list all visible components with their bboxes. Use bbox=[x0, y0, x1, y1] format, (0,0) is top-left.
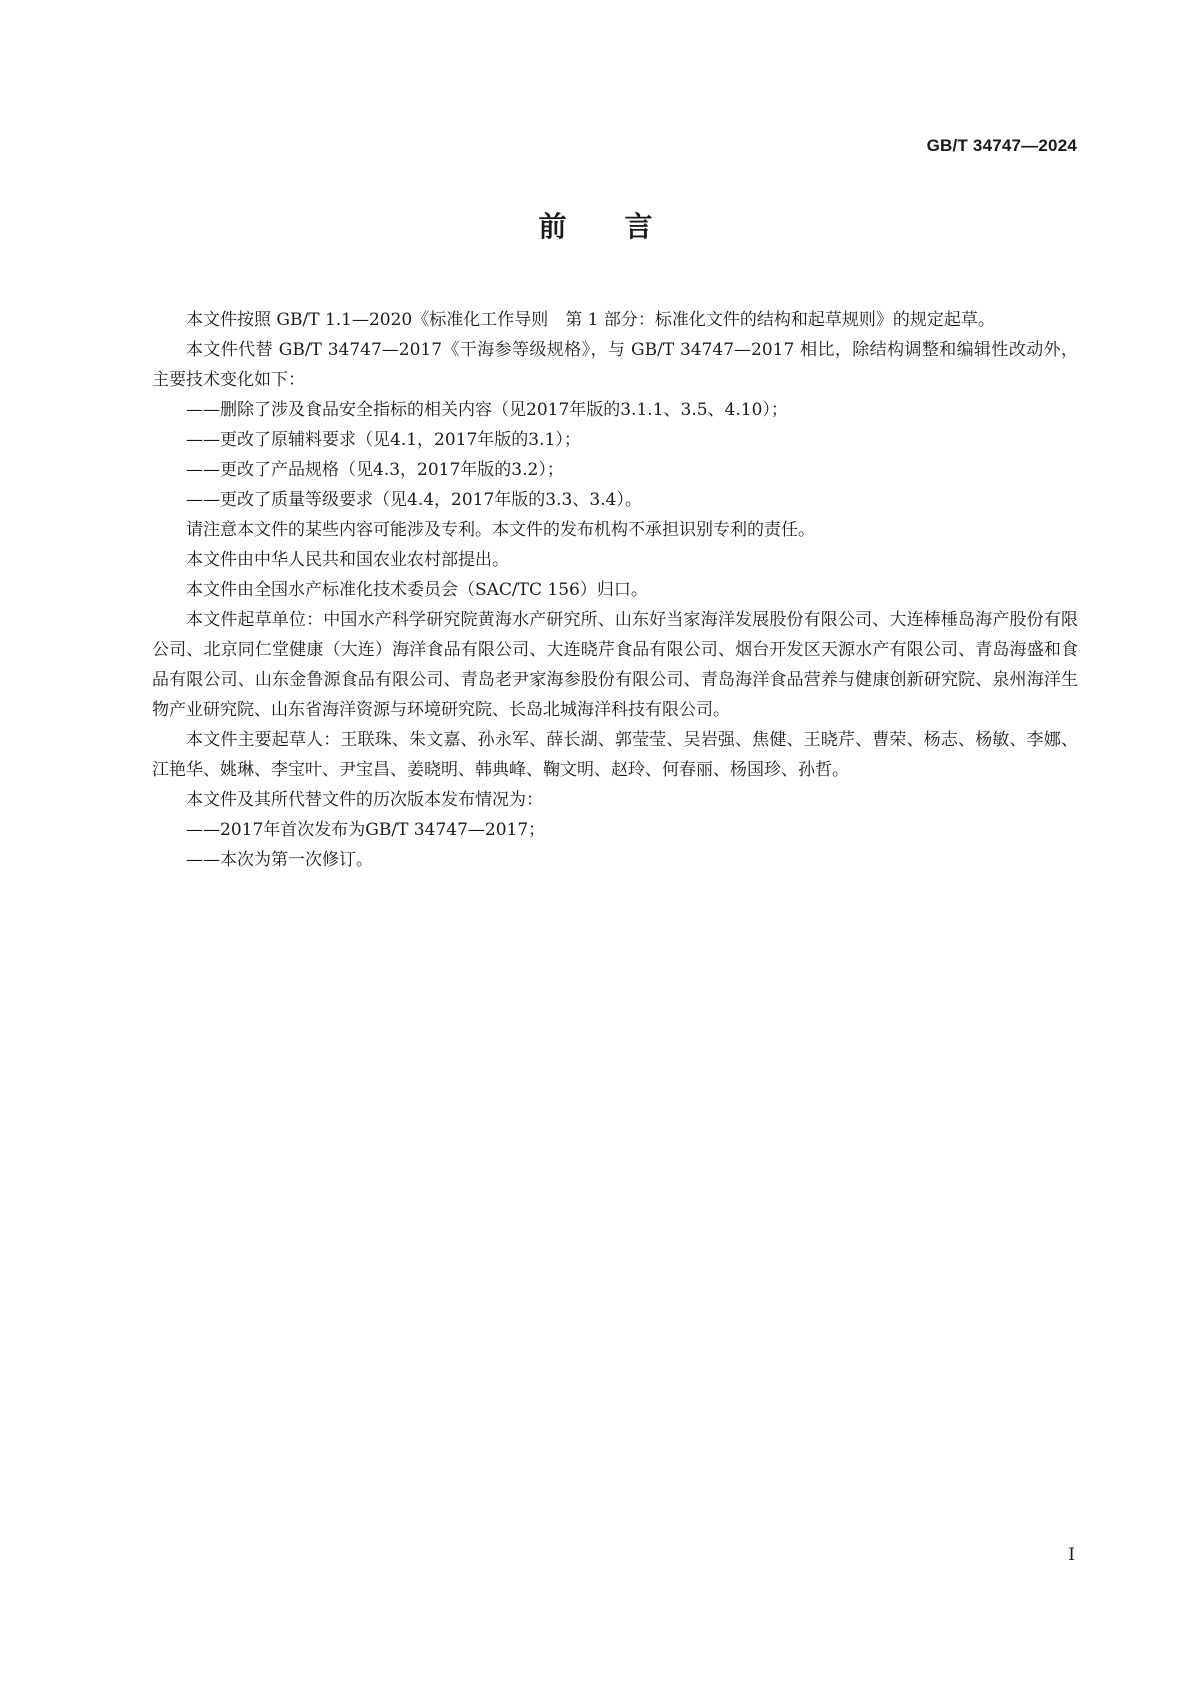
change-item: ——删除了涉及食品安全指标的相关内容（见2017年版的3.1.1、3.5、4.10）； bbox=[186, 400, 788, 420]
paragraph-drafting-rules: 本文件按照 GB/T 1.1—2020《标准化工作导则 第 1 部分：标准化文件的结构和起草规则》的规定起草。 bbox=[186, 310, 995, 330]
foreword-body bbox=[152, 305, 1078, 875]
page-title: 前言 bbox=[538, 210, 711, 243]
history-item: ——2017年首次发布为GB/T 34747—2017； bbox=[186, 820, 546, 840]
history-item: ——本次为第一次修订。 bbox=[186, 850, 373, 870]
paragraph-drafters: 本文件主要起草人：王联珠、朱文嘉、孙永军、薛长湖、郭莹莹、吴岩强、焦健、王晓芹、曹荣、杨志、杨敏、李娜、江艳华、姚琳、李宝叶、尹宝昌、姜晓明、韩典峰、鞠文明、赵玲、何春丽、杨国珍、孙哲。 bbox=[152, 730, 1078, 780]
change-item: ——更改了原辅料要求（见4.1，2017年版的3.1）； bbox=[186, 430, 581, 450]
standard-code: GB/T 34747—2024 bbox=[926, 136, 1077, 155]
page-number: I bbox=[1068, 1545, 1075, 1565]
change-item: ——更改了质量等级要求（见4.4，2017年版的3.3、3.4）。 bbox=[186, 490, 642, 510]
paragraph-history-intro: 本文件及其所代替文件的历次版本发布情况为： bbox=[186, 790, 543, 810]
paragraph-replacement: 本文件代替 GB/T 34747—2017《干海参等级规格》，与 GB/T 34747—2017 相比，除结构调整和编辑性改动外，主要技术变化如下： bbox=[152, 340, 1078, 390]
change-item: ——更改了产品规格（见4.3，2017年版的3.2）； bbox=[186, 460, 564, 480]
paragraph-drafting-units: 本文件起草单位：中国水产科学研究院黄海水产研究所、山东好当家海洋发展股份有限公司、大连棒棰岛海产股份有限公司、北京同仁堂健康（大连）海洋食品有限公司、大连晓芹食品有限公司、烟台开发区天源水产有限公司、青岛海盛和食品有限公司、山东金鲁源食品有限公司、青岛老尹家海参股份有限公司、青岛海洋食品营养与健康创新研究院、泉州海洋生物产业研究院、山东省海洋资源与环境研究院、长岛北城海洋科技有限公司。 bbox=[152, 610, 1078, 720]
paragraph-committee: 本文件由全国水产标准化技术委员会（SAC/TC 156）归口。 bbox=[186, 580, 648, 600]
paragraph-patent-notice: 请注意本文件的某些内容可能涉及专利。本文件的发布机构不承担识别专利的责任。 bbox=[186, 520, 815, 540]
paragraph-proposer: 本文件由中华人民共和国农业农村部提出。 bbox=[186, 550, 509, 570]
